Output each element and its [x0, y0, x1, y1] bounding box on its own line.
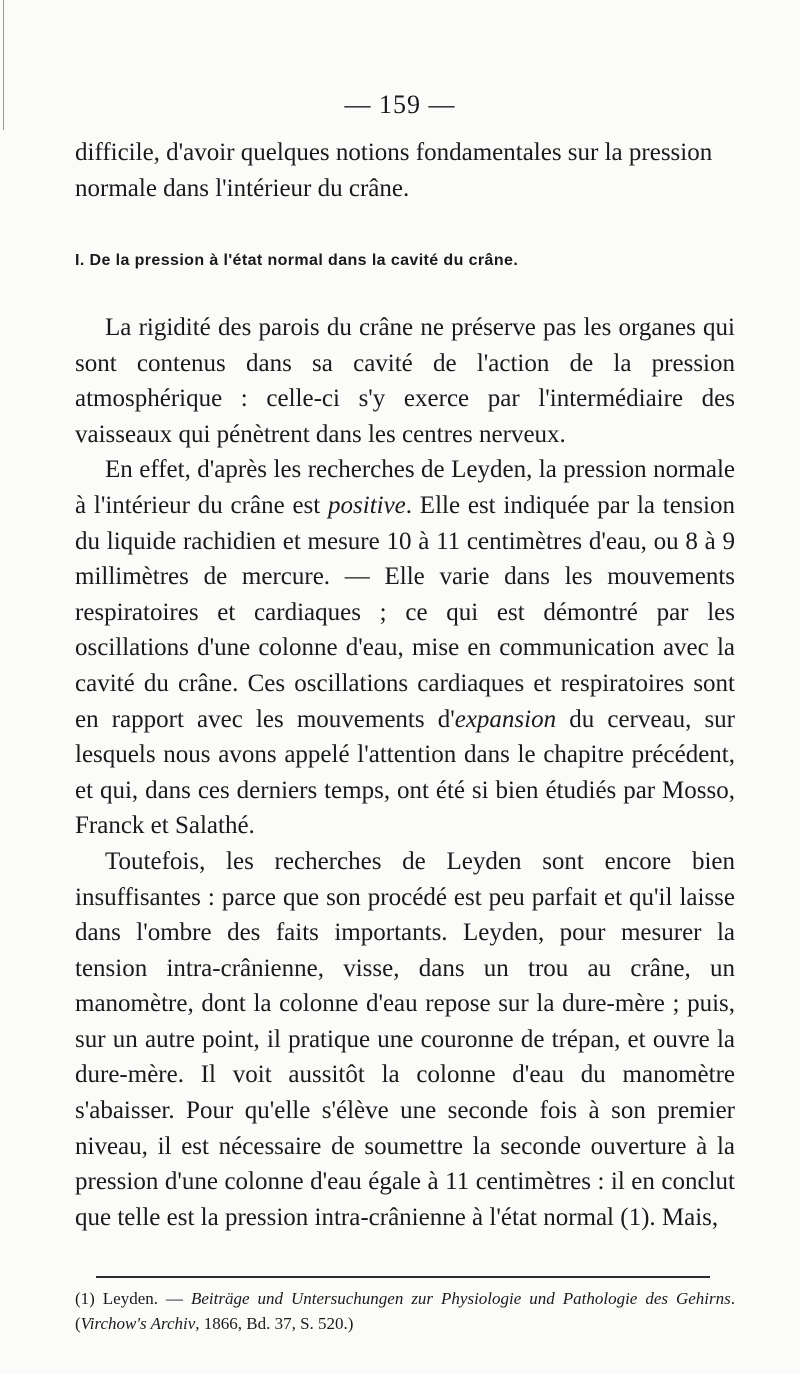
- section-heading: I. De la pression à l'état normal dans la cavité du crâne.: [75, 252, 519, 269]
- intro-text: difficile, d'avoir quelques notions fondamentales sur la pression normale dans l'intérieur du crâne.: [75, 139, 713, 202]
- footnote-separator: [96, 1276, 710, 1278]
- footnote-ref: , 1866, Bd. 37, S. 520.): [195, 1314, 354, 1333]
- emphasis-expansion: expansion: [454, 705, 557, 733]
- footnote-journal: Virchow's Archiv: [80, 1314, 196, 1333]
- page-number: — 159 —: [344, 90, 456, 119]
- footnote-sep: . (: [75, 1289, 735, 1333]
- paragraph-2: [75, 452, 735, 844]
- paragraph-3: [75, 844, 735, 1236]
- footnote: [75, 1286, 735, 1336]
- paragraph-3-text: Toutefois, les recherches de Leyden sont encore bien insuffisantes : parce que son procédé est peu parfait et qu'il laisse dans l'ombre des faits importants. Leyden, pour mesurer la tension intra-crânienne, visse, dans un trou au crâne, un manomètre, dont la colonne d'eau repose sur la dure-mère ; puis, sur un autre point, il pratique une couronne de trépan, et ouvre la dure-mère. Il voit aussitôt la colonne d'eau du manomètre s'abaisser. Pour qu'elle s'élève une seconde fois à son premier niveau, il est nécessaire de soumettre la seconde ouverture à la pression d'une colonne d'eau égale à 11 centimètres : il en conclut que telle est la pression intra-crânienne à l'état normal (1). Mais,: [75, 847, 735, 1231]
- paragraph-2-text-b: . Elle est indiquée par la tension du liquide rachidien et mesure 10 à 11 centimètres d'eau, ou 8 à 9 millimètres de mercure. — Elle varie dans les mouvements respiratoires et cardiaques ; ce qui est démontré par les oscillations d'une colonne d'eau, mise en communication avec la cavité du crâne. Ces oscillations cardiaques et respiratoires sont en rapport avec les mouvements d': [75, 491, 735, 733]
- body-text: [75, 310, 735, 1235]
- footnote-title: Beiträge und Untersuchungen zur Physiologie und Pathologie des Gehirns: [190, 1289, 731, 1308]
- paragraph-1-text: La rigidité des parois du crâne ne préserve pas les organes qui sont contenus dans sa cavité de l'action de la pression atmosphérique : celle-ci s'y exerce par l'intermédiaire des vaisseaux qui pénètrent dans les centres nerveux.: [75, 314, 735, 448]
- emphasis-positive: positive: [328, 491, 406, 519]
- paragraph-1: [75, 310, 735, 452]
- paragraph-2-text-a: En effet, d'après les recherches de Leyden, la pression normale à l'intérieur du crâne est: [75, 456, 735, 519]
- footnote-author: (1) Leyden. —: [75, 1289, 191, 1308]
- paragraph-2-text-c: du cerveau, sur lesquels nous avons appelé l'attention dans le chapitre précédent, et qui, dans ces derniers temps, ont été si bien étudiés par Mosso, Franck et Salathé.: [75, 705, 735, 840]
